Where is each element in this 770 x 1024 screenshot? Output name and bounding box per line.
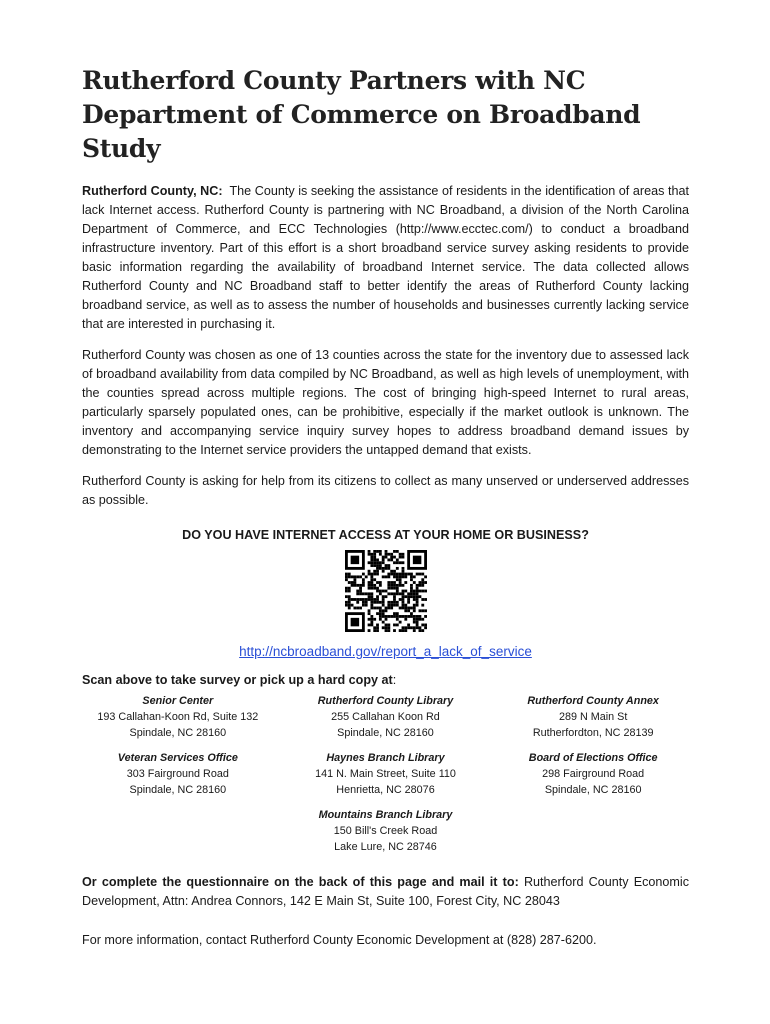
location-address: 298 Fairground Road [542,768,645,780]
location-address: 150 Bill's Creek Road [333,825,438,837]
flyer-page [82,64,689,950]
location-address: 193 Callahan-Koon Rd, Suite 132 [97,711,259,723]
mail-lead: Or complete the questionnaire on the back of this page and mail it to: [82,875,519,889]
location-name: Board of Elections Office [528,752,658,764]
location-haynes-library [282,750,490,798]
location-address: 141 N. Main Street, Suite 110 [315,768,456,780]
location-name: Rutherford County Annex [527,695,659,707]
location-name: Haynes Branch Library [326,752,445,764]
scan-instruction [82,673,689,687]
qr-code-icon [345,550,427,632]
intro-body: The County is seeking the assistance of residents in the identification of areas that lack Internet access. Rutherford County is partnering with NC Broadband, a division of the North Carolina Department of Commerce, and ECC Technologies (http://www.ecctec.com/) to conduct a broadband infrastructure inventory. Part of this effort is a short broadband service survey asking residents to provide basic information regarding the availability of broadband Internet service. The data collected allows Rutherford County and NC Broadband staff to better identify the areas of Rutherford County lacking broadband service, as well as to assess the number of households and businesses currently lacking service that are interested in purchasing it. [82,184,689,331]
location-name: Rutherford County Library [317,695,454,707]
scan-colon: : [392,673,397,687]
internet-question: DO YOU HAVE INTERNET ACCESS AT YOUR HOME OR BUSINESS? [182,528,589,542]
location-city: Henrietta, NC 28076 [336,784,435,796]
intro-lead: Rutherford County, NC: [82,184,223,198]
pickup-locations [74,693,697,855]
contact-line: For more information, contact Rutherford County Economic Development at (828) 287-6200. [82,933,597,947]
mail-address: Rutherford County Economic Development, Attn: Andrea Connors, 142 E Main St, Suite 100, Forest City, NC 28043 [82,875,690,908]
location-address: 255 Callahan Koon Rd [331,711,440,723]
grid-spacer [489,807,697,855]
location-city: Spindale, NC 28160 [544,784,642,796]
grid-spacer [74,807,282,855]
title-line-1: Rutherford County Partners with NC [82,66,586,95]
survey-link[interactable]: http://ncbroadband.gov/report_a_lack_of_service [239,644,532,659]
location-address: 303 Fairground Road [126,768,229,780]
page-title [82,64,689,166]
location-address: 289 N Main St [558,711,628,723]
location-name: Mountains Branch Library [318,809,453,821]
location-name: Veteran Services Office [117,752,238,764]
help-paragraph: Rutherford County is asking for help from its citizens to collect as many unserved or underserved addresses as possible. [82,474,689,507]
location-city: Rutherfordton, NC 28139 [532,727,654,739]
qr-code[interactable] [82,550,689,636]
selection-paragraph: Rutherford County was chosen as one of 13 counties across the state for the inventory due to assessed lack of broadband availability from data compiled by NC Broadband, as well as high levels of unemployment, with the counties spread across multiple regions. The cost of bringing high-speed Internet to rural areas, particularly sparsely populated ones, can be prohibitive, especially if the market outlook is unknown. The inventory and accompanying service inquiry survey hopes to address broadband demand issues by demonstrating to the Internet service providers the untapped demand that exists. [82,348,689,457]
location-city: Spindale, NC 28160 [337,727,434,739]
location-city: Spindale, NC 28160 [129,727,227,739]
intro-paragraph [82,182,689,334]
scan-text: Scan above to take survey or pick up a hard copy at [82,673,393,687]
title-line-2: Department of Commerce on Broadband Study [82,100,641,163]
location-county-library [282,693,490,741]
location-county-annex [489,693,697,741]
location-veteran-services [74,750,282,798]
location-city: Lake Lure, NC 28746 [334,841,437,853]
survey-link-row [82,644,689,659]
location-mountains-library [282,807,490,855]
location-city: Spindale, NC 28160 [129,784,227,796]
location-name: Senior Center [142,695,214,707]
location-board-of-elections [489,750,697,798]
mail-instructions [82,873,689,911]
location-senior-center [74,693,282,741]
